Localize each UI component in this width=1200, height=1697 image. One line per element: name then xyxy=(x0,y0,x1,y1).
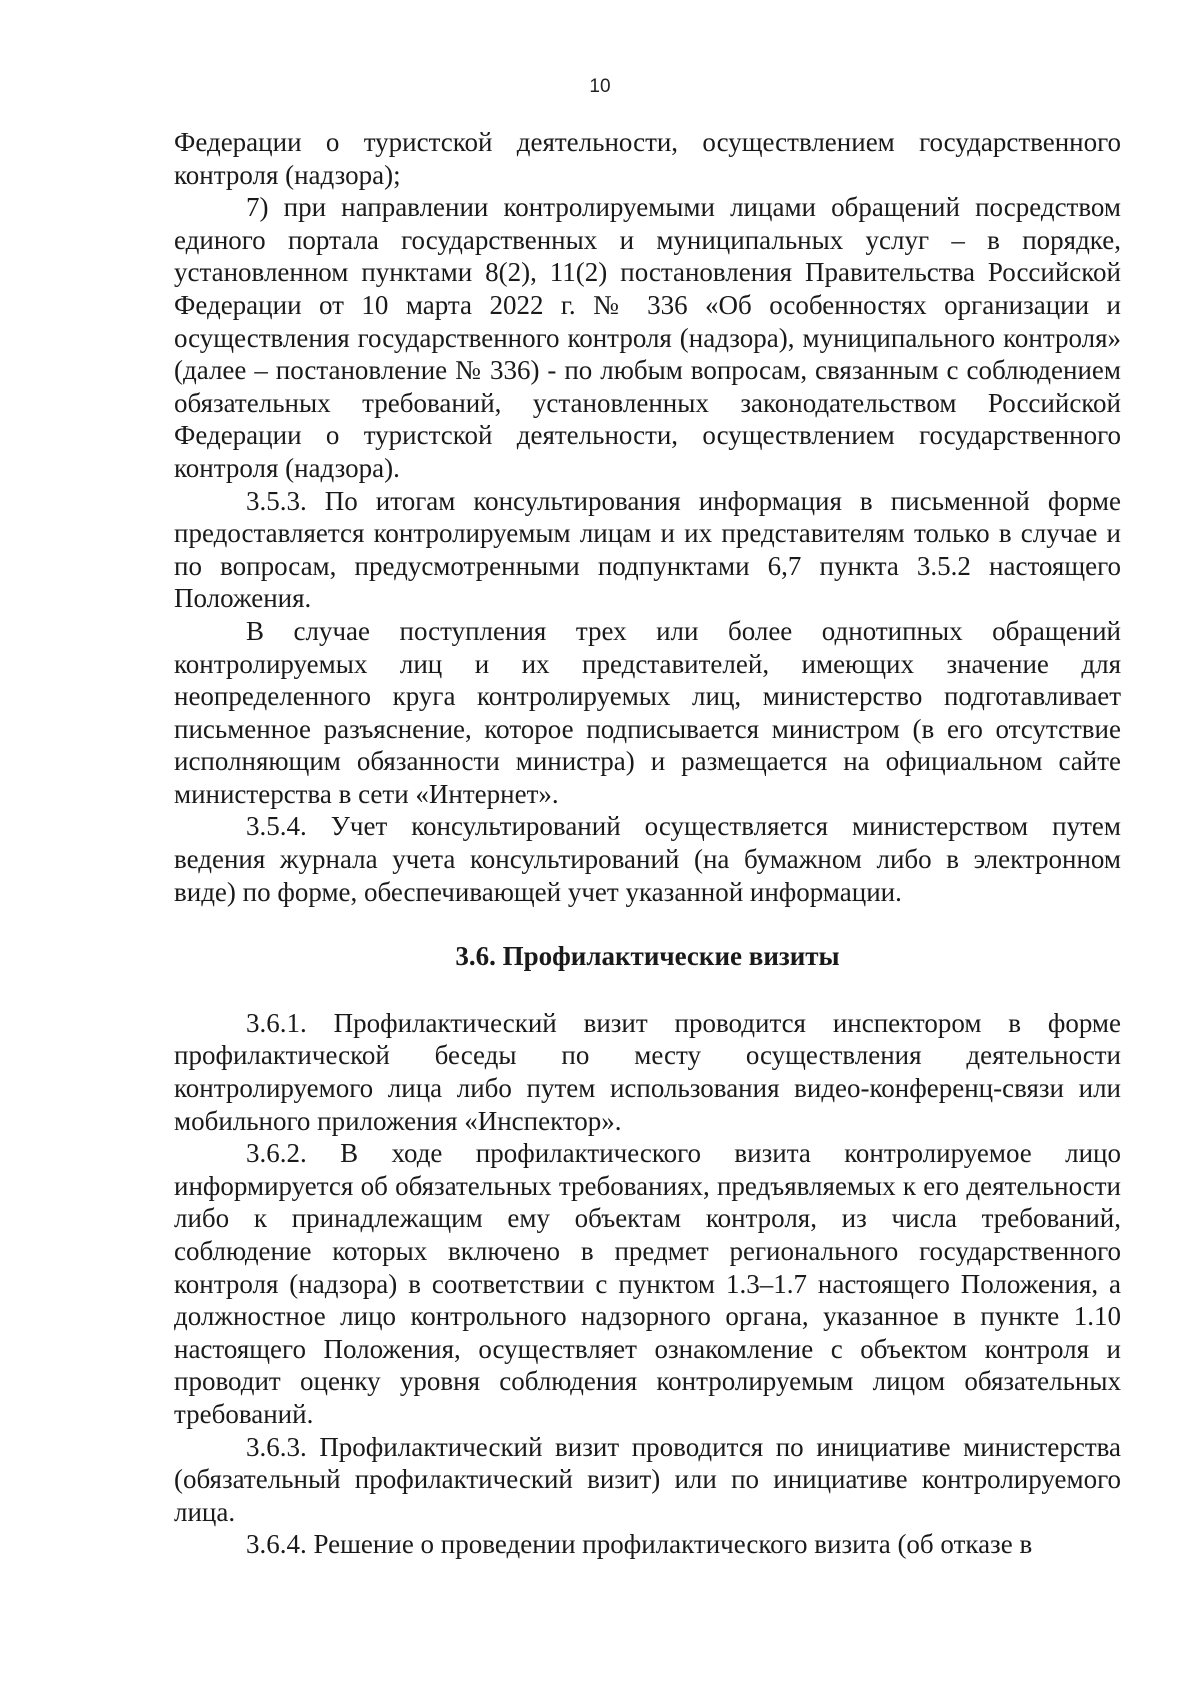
document-body xyxy=(174,126,1121,1561)
paragraph: 3.6.4. Решение о проведении профилактического визита (об отказе в xyxy=(246,1529,1033,1560)
paragraph: В случае поступления трех или более однотипных обращений контролируемых лиц и их представителей, имеющих значение для неопределенного круга контролируемых лиц, министерство подготавливает письменное разъяснение, которое подписывается министром (в его отсутствие исполняющим обязанности министра) и размещается на официальном сайте министерства в сети «Интернет». xyxy=(174,615,1121,809)
page-number: 10 xyxy=(589,76,611,97)
paragraph: 3.6.2. В ходе профилактического визита контролируемое лицо информируется об обязательных требованиях, предъявляемых к его деятельности либо к принадлежащим ему объектам контроля, из числа требований, соблюдение которых включено в предмет регионального государственного контроля (надзора) в соответствии с пунктом 1.3–1.7 настоящего Положения, а должностное лицо контрольного надзорного органа, указанное в пункте 1.10 настоящего Положения, осуществляет ознакомление с объектом контроля и проводит оценку уровня соблюдения контролируемым лицом обязательных требований. xyxy=(174,1138,1121,1429)
section-heading: 3.6. Профилактические визиты xyxy=(455,941,840,972)
paragraph: Федерации о туристской деятельности, осуществлением государственного контроля (надзора); xyxy=(174,127,1121,190)
paragraph: 3.5.4. Учет консультирований осуществляется министерством путем ведения журнала учета консультирований (на бумажном либо в электронном виде) по форме, обеспечивающей учет указанной информации. xyxy=(174,811,1121,907)
paragraph: 7) при направлении контролируемыми лицами обращений посредством единого портала государственных и муниципальных услуг – в порядке, установленном пунктами 8(2), 11(2) постановления Правительства Российской Федерации от 10 марта 2022 г. № 336 «Об особенностях организации и осуществления государственного контроля (надзора), муниципального контроля» (далее – постановление № 336) - по любым вопросам, связанным с соблюдением обязательных требований, установленных законодательством Российской Федерации о туристской деятельности, осуществлением государственного контроля (надзора). xyxy=(174,192,1121,483)
paragraph: 3.5.3. По итогам консультирования информация в письменной форме предоставляется контролируемым лицам и их представителям только в случае и по вопросам, предусмотренными подпунктами 6,7 пункта 3.5.2 настоящего Положения. xyxy=(174,485,1121,614)
paragraph: 3.6.1. Профилактический визит проводится инспектором в форме профилактической беседы по месту осуществления деятельности контролируемого лица либо путем использования видео-конференц-связи или мобильного приложения «Инспектор». xyxy=(174,1007,1121,1136)
paragraph: 3.6.3. Профилактический визит проводится по инициативе министерства (обязательный профилактический визит) или по инициативе контролируемого лица. xyxy=(174,1431,1121,1527)
